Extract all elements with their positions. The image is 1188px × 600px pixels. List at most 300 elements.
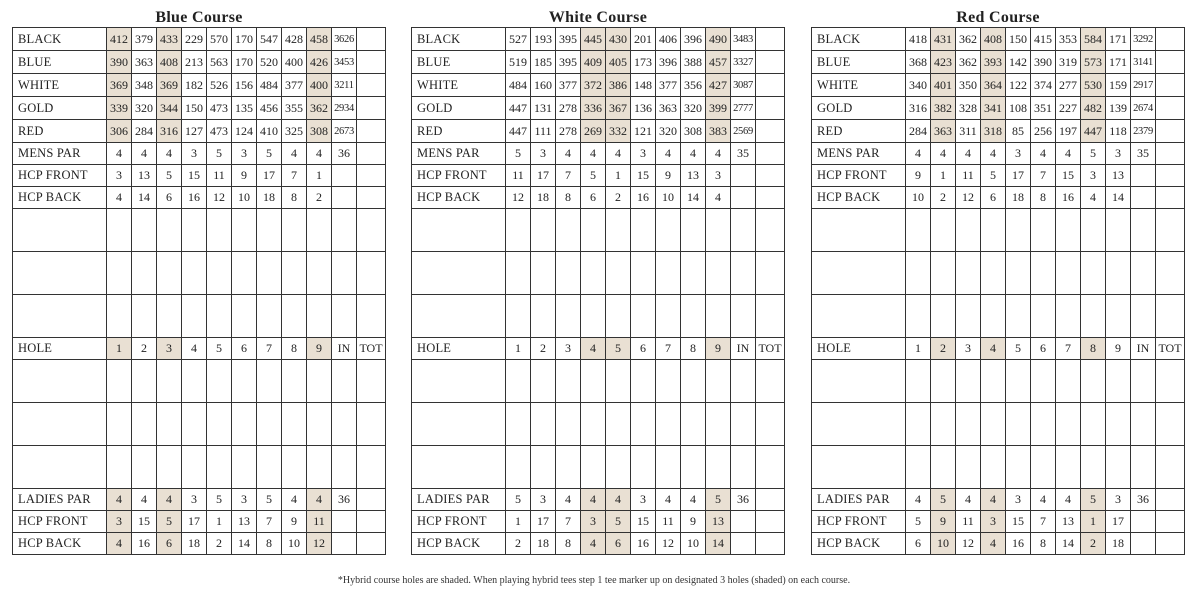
value-cell: 4	[107, 187, 132, 209]
score-entry-cell[interactable]	[731, 252, 756, 295]
score-entry-cell[interactable]	[681, 403, 706, 446]
score-entry-cell[interactable]	[1006, 446, 1031, 489]
value-cell: 122	[1006, 74, 1031, 97]
score-entry-cell[interactable]	[1006, 252, 1031, 295]
score-entry-cell[interactable]	[531, 360, 556, 403]
score-entry-cell[interactable]	[956, 360, 981, 403]
score-entry-cell[interactable]	[1006, 209, 1031, 252]
value-cell	[1131, 533, 1156, 555]
value-cell: 10	[232, 187, 257, 209]
value-cell: 6	[232, 338, 257, 360]
score-entry-cell[interactable]	[257, 446, 282, 489]
score-entry-cell[interactable]	[581, 403, 606, 446]
value-cell: 4	[981, 143, 1006, 165]
score-entry-cell[interactable]	[1106, 252, 1131, 295]
score-entry-cell[interactable]	[307, 252, 332, 295]
score-entry-cell[interactable]	[232, 446, 257, 489]
score-entry-cell[interactable]	[207, 403, 232, 446]
score-entry-cell[interactable]	[282, 403, 307, 446]
value-cell: 4	[981, 489, 1006, 511]
score-entry-cell[interactable]	[157, 446, 182, 489]
value-cell: 7	[257, 511, 282, 533]
value-cell: 390	[107, 51, 132, 74]
value-cell: 484	[257, 74, 282, 97]
score-entry-cell[interactable]	[1106, 446, 1131, 489]
value-cell: 18	[1006, 187, 1031, 209]
ladies-row	[812, 511, 1185, 533]
score-entry-cell[interactable]	[132, 209, 157, 252]
score-entry-cell[interactable]	[107, 360, 132, 403]
value-cell: 393	[981, 51, 1006, 74]
score-entry-cell[interactable]	[656, 360, 681, 403]
score-entry-cell[interactable]	[1081, 295, 1106, 338]
value-cell: 193	[531, 28, 556, 51]
value-cell: TOT	[357, 338, 386, 360]
score-entry-cell[interactable]	[232, 360, 257, 403]
score-entry-cell[interactable]	[157, 360, 182, 403]
score-entry-cell[interactable]	[556, 403, 581, 446]
value-cell: 369	[107, 74, 132, 97]
value-cell: 269	[581, 120, 606, 143]
value-cell: 256	[1031, 120, 1056, 143]
score-entry-cell[interactable]	[756, 403, 785, 446]
score-entry-cell[interactable]	[107, 252, 132, 295]
score-entry-cell[interactable]	[307, 295, 332, 338]
score-entry-cell[interactable]	[581, 446, 606, 489]
score-entry-cell[interactable]	[556, 209, 581, 252]
score-entry-cell[interactable]	[182, 446, 207, 489]
score-entry-cell[interactable]	[906, 295, 931, 338]
score-entry-cell[interactable]	[332, 252, 357, 295]
value-cell: 409	[581, 51, 606, 74]
score-entry-cell[interactable]	[981, 295, 1006, 338]
score-entry-cell[interactable]	[207, 360, 232, 403]
score-entry-cell[interactable]	[1031, 295, 1056, 338]
score-entry-cell[interactable]	[1031, 209, 1056, 252]
score-entry-cell[interactable]	[1081, 403, 1106, 446]
score-entry-cell[interactable]	[157, 403, 182, 446]
score-entry-cell[interactable]	[1056, 295, 1081, 338]
score-entry-cell[interactable]	[556, 252, 581, 295]
score-entry-cell[interactable]	[606, 295, 631, 338]
score-entry-cell[interactable]	[506, 360, 531, 403]
row-label: LADIES PAR	[812, 489, 906, 511]
score-entry-cell[interactable]	[681, 295, 706, 338]
score-entry-cell[interactable]	[182, 403, 207, 446]
score-entry-cell[interactable]	[606, 446, 631, 489]
score-entry-cell[interactable]	[731, 295, 756, 338]
value-cell: 2	[931, 187, 956, 209]
score-entry-cell[interactable]	[531, 403, 556, 446]
score-entry-cell[interactable]	[107, 209, 132, 252]
score-entry-cell[interactable]	[1056, 360, 1081, 403]
score-entry-cell[interactable]	[556, 360, 581, 403]
score-entry-cell[interactable]	[1056, 446, 1081, 489]
row-label: BLUE	[13, 51, 107, 74]
score-entry-cell[interactable]	[1006, 360, 1031, 403]
value-cell: 197	[1056, 120, 1081, 143]
value-cell	[756, 51, 785, 74]
value-cell: 369	[157, 74, 182, 97]
score-entry-cell[interactable]	[756, 209, 785, 252]
score-entry-cell[interactable]	[656, 446, 681, 489]
score-entry-cell[interactable]	[1131, 360, 1156, 403]
score-entry-cell[interactable]	[706, 252, 731, 295]
value-cell: 401	[931, 74, 956, 97]
value-cell: 16	[1006, 533, 1031, 555]
score-entry-cell[interactable]	[332, 446, 357, 489]
row-label: HOLE	[412, 338, 506, 360]
score-entry-cell[interactable]	[681, 209, 706, 252]
value-cell: 490	[706, 28, 731, 51]
score-entry-cell[interactable]	[357, 446, 386, 489]
score-entry-cell[interactable]	[232, 403, 257, 446]
score-entry-cell[interactable]	[332, 209, 357, 252]
score-entry-cell[interactable]	[107, 295, 132, 338]
player-score-row	[412, 360, 785, 403]
score-entry-cell[interactable]	[1081, 209, 1106, 252]
value-cell: 306	[107, 120, 132, 143]
score-entry-cell[interactable]	[506, 252, 531, 295]
score-entry-cell[interactable]	[656, 403, 681, 446]
score-entry-cell[interactable]	[931, 252, 956, 295]
score-entry-cell[interactable]	[956, 252, 981, 295]
value-cell: 2917	[1131, 74, 1156, 97]
score-entry-cell[interactable]	[656, 209, 681, 252]
score-entry-cell[interactable]	[207, 252, 232, 295]
score-entry-cell[interactable]	[1131, 252, 1156, 295]
value-cell: 4	[1056, 143, 1081, 165]
score-entry-cell[interactable]	[1031, 252, 1056, 295]
score-entry-cell[interactable]	[307, 446, 332, 489]
score-entry-cell[interactable]	[257, 403, 282, 446]
score-entry-cell[interactable]	[531, 209, 556, 252]
score-entry-cell[interactable]	[531, 252, 556, 295]
score-entry-cell[interactable]	[157, 295, 182, 338]
value-cell: 7	[1031, 511, 1056, 533]
row-label	[13, 360, 107, 403]
value-cell: 1	[931, 165, 956, 187]
value-cell: 8	[1081, 338, 1106, 360]
score-entry-cell[interactable]	[931, 403, 956, 446]
score-entry-cell[interactable]	[706, 446, 731, 489]
value-cell: 400	[282, 51, 307, 74]
score-entry-cell[interactable]	[357, 295, 386, 338]
score-entry-cell[interactable]	[157, 209, 182, 252]
score-entry-cell[interactable]	[606, 209, 631, 252]
value-cell: 1	[207, 511, 232, 533]
score-entry-cell[interactable]	[1081, 446, 1106, 489]
value-cell: 348	[132, 74, 157, 97]
score-entry-cell[interactable]	[981, 446, 1006, 489]
score-entry-cell[interactable]	[107, 446, 132, 489]
score-entry-cell[interactable]	[182, 209, 207, 252]
score-entry-cell[interactable]	[332, 403, 357, 446]
score-entry-cell[interactable]	[232, 295, 257, 338]
score-entry-cell[interactable]	[581, 252, 606, 295]
score-entry-cell[interactable]	[606, 360, 631, 403]
tee-row	[13, 28, 386, 51]
score-entry-cell[interactable]	[207, 209, 232, 252]
score-entry-cell[interactable]	[706, 360, 731, 403]
value-cell	[1156, 143, 1185, 165]
score-entry-cell[interactable]	[931, 209, 956, 252]
value-cell: 6	[906, 533, 931, 555]
value-cell: 4	[931, 143, 956, 165]
value-cell: 156	[232, 74, 257, 97]
value-cell: 473	[207, 97, 232, 120]
row-label	[13, 403, 107, 446]
score-entry-cell[interactable]	[931, 446, 956, 489]
value-cell: 2	[1081, 533, 1106, 555]
score-entry-cell[interactable]	[357, 209, 386, 252]
score-entry-cell[interactable]	[282, 252, 307, 295]
score-entry-cell[interactable]	[956, 446, 981, 489]
score-entry-cell[interactable]	[207, 295, 232, 338]
ladies-row	[13, 489, 386, 511]
value-cell: 445	[581, 28, 606, 51]
score-entry-cell[interactable]	[581, 360, 606, 403]
score-entry-cell[interactable]	[556, 295, 581, 338]
score-entry-cell[interactable]	[631, 295, 656, 338]
score-entry-cell[interactable]	[307, 403, 332, 446]
value-cell: 7	[656, 338, 681, 360]
value-cell: 396	[681, 28, 706, 51]
score-entry-cell[interactable]	[631, 209, 656, 252]
score-entry-cell[interactable]	[1156, 403, 1185, 446]
score-entry-cell[interactable]	[1131, 446, 1156, 489]
score-entry-cell[interactable]	[1056, 252, 1081, 295]
value-cell	[1156, 533, 1185, 555]
score-entry-cell[interactable]	[756, 360, 785, 403]
score-entry-cell[interactable]	[1006, 403, 1031, 446]
score-entry-cell[interactable]	[906, 446, 931, 489]
row-label: HCP FRONT	[412, 165, 506, 187]
score-entry-cell[interactable]	[332, 295, 357, 338]
value-cell: 4	[307, 143, 332, 165]
score-entry-cell[interactable]	[1081, 252, 1106, 295]
row-label	[412, 295, 506, 338]
score-entry-cell[interactable]	[581, 295, 606, 338]
value-cell: 18	[257, 187, 282, 209]
value-cell: 284	[132, 120, 157, 143]
score-entry-cell[interactable]	[981, 403, 1006, 446]
score-entry-cell[interactable]	[282, 209, 307, 252]
score-entry-cell[interactable]	[731, 446, 756, 489]
score-entry-cell[interactable]	[307, 360, 332, 403]
score-entry-cell[interactable]	[506, 209, 531, 252]
score-entry-cell[interactable]	[1106, 360, 1131, 403]
score-entry-cell[interactable]	[631, 403, 656, 446]
score-entry-cell[interactable]	[257, 252, 282, 295]
score-entry-cell[interactable]	[232, 252, 257, 295]
value-cell: 16	[631, 533, 656, 555]
value-cell: 4	[107, 533, 132, 555]
value-cell: 5	[1081, 489, 1106, 511]
score-entry-cell[interactable]	[132, 295, 157, 338]
player-score-row	[812, 209, 1185, 252]
value-cell: 16	[631, 187, 656, 209]
score-entry-cell[interactable]	[506, 446, 531, 489]
score-entry-cell[interactable]	[706, 403, 731, 446]
value-cell: 319	[1056, 51, 1081, 74]
score-entry-cell[interactable]	[531, 295, 556, 338]
score-entry-cell[interactable]	[132, 446, 157, 489]
value-cell: 111	[531, 120, 556, 143]
score-entry-cell[interactable]	[132, 403, 157, 446]
score-entry-cell[interactable]	[1031, 446, 1056, 489]
hole-number-row	[13, 338, 386, 360]
score-entry-cell[interactable]	[631, 360, 656, 403]
score-entry-cell[interactable]	[656, 252, 681, 295]
score-entry-cell[interactable]	[1031, 360, 1056, 403]
score-entry-cell[interactable]	[681, 360, 706, 403]
score-entry-cell[interactable]	[956, 295, 981, 338]
value-cell	[756, 74, 785, 97]
score-entry-cell[interactable]	[1156, 446, 1185, 489]
score-entry-cell[interactable]	[531, 446, 556, 489]
value-cell	[1131, 187, 1156, 209]
value-cell: 355	[282, 97, 307, 120]
score-entry-cell[interactable]	[157, 252, 182, 295]
score-entry-cell[interactable]	[731, 360, 756, 403]
score-entry-cell[interactable]	[1106, 295, 1131, 338]
score-entry-cell[interactable]	[282, 360, 307, 403]
score-entry-cell[interactable]	[906, 209, 931, 252]
row-label: HCP FRONT	[812, 165, 906, 187]
value-cell: 5	[207, 143, 232, 165]
row-label: HCP BACK	[812, 187, 906, 209]
row-label: BLACK	[412, 28, 506, 51]
score-entry-cell[interactable]	[257, 209, 282, 252]
score-entry-cell[interactable]	[307, 209, 332, 252]
row-label: WHITE	[412, 74, 506, 97]
value-cell: 171	[1106, 28, 1131, 51]
score-entry-cell[interactable]	[906, 403, 931, 446]
score-entry-cell[interactable]	[556, 446, 581, 489]
score-entry-cell[interactable]	[1056, 209, 1081, 252]
score-entry-cell[interactable]	[182, 252, 207, 295]
score-entry-cell[interactable]	[956, 209, 981, 252]
value-cell: 379	[132, 28, 157, 51]
score-entry-cell[interactable]	[906, 252, 931, 295]
score-entry-cell[interactable]	[931, 360, 956, 403]
score-entry-cell[interactable]	[182, 295, 207, 338]
value-cell: 527	[506, 28, 531, 51]
value-cell: 4	[706, 187, 731, 209]
ladies-row	[13, 533, 386, 555]
value-cell: 2	[506, 533, 531, 555]
value-cell: 5	[157, 165, 182, 187]
score-entry-cell[interactable]	[681, 252, 706, 295]
score-entry-cell[interactable]	[332, 360, 357, 403]
score-entry-cell[interactable]	[1056, 403, 1081, 446]
score-entry-cell[interactable]	[1156, 209, 1185, 252]
score-entry-cell[interactable]	[506, 403, 531, 446]
score-entry-cell[interactable]	[1106, 403, 1131, 446]
value-cell: IN	[731, 338, 756, 360]
score-entry-cell[interactable]	[1156, 295, 1185, 338]
score-entry-cell[interactable]	[257, 295, 282, 338]
value-cell: 328	[956, 97, 981, 120]
score-entry-cell[interactable]	[981, 360, 1006, 403]
score-entry-cell[interactable]	[357, 252, 386, 295]
score-entry-cell[interactable]	[581, 209, 606, 252]
value-cell: 3141	[1131, 51, 1156, 74]
score-entry-cell[interactable]	[606, 252, 631, 295]
score-entry-cell[interactable]	[282, 295, 307, 338]
value-cell: 362	[956, 28, 981, 51]
score-entry-cell[interactable]	[1081, 360, 1106, 403]
score-entry-cell[interactable]	[606, 403, 631, 446]
score-entry-cell[interactable]	[706, 295, 731, 338]
row-label: HCP BACK	[412, 187, 506, 209]
ladies-row	[412, 533, 785, 555]
score-entry-cell[interactable]	[756, 295, 785, 338]
value-cell: 14	[1106, 187, 1131, 209]
tee-row	[812, 120, 1185, 143]
score-entry-cell[interactable]	[1131, 295, 1156, 338]
score-entry-cell[interactable]	[756, 252, 785, 295]
score-entry-cell[interactable]	[232, 209, 257, 252]
player-score-row	[812, 403, 1185, 446]
score-entry-cell[interactable]	[656, 295, 681, 338]
row-label: HOLE	[812, 338, 906, 360]
score-entry-cell[interactable]	[282, 446, 307, 489]
score-entry-cell[interactable]	[906, 360, 931, 403]
score-entry-cell[interactable]	[1131, 209, 1156, 252]
score-entry-cell[interactable]	[706, 209, 731, 252]
score-entry-cell[interactable]	[1031, 403, 1056, 446]
score-entry-cell[interactable]	[257, 360, 282, 403]
score-entry-cell[interactable]	[132, 252, 157, 295]
score-entry-cell[interactable]	[107, 403, 132, 446]
value-cell: 3	[1006, 143, 1031, 165]
value-cell: 570	[207, 28, 232, 51]
score-entry-cell[interactable]	[981, 209, 1006, 252]
value-cell: 4	[132, 489, 157, 511]
score-entry-cell[interactable]	[731, 209, 756, 252]
score-entry-cell[interactable]	[207, 446, 232, 489]
score-entry-cell[interactable]	[631, 252, 656, 295]
value-cell: 3	[232, 143, 257, 165]
score-entry-cell[interactable]	[1156, 360, 1185, 403]
score-entry-cell[interactable]	[756, 446, 785, 489]
score-entry-cell[interactable]	[1131, 403, 1156, 446]
score-entry-cell[interactable]	[956, 403, 981, 446]
score-entry-cell[interactable]	[631, 446, 656, 489]
score-entry-cell[interactable]	[357, 403, 386, 446]
score-entry-cell[interactable]	[1106, 209, 1131, 252]
score-entry-cell[interactable]	[506, 295, 531, 338]
score-entry-cell[interactable]	[357, 360, 386, 403]
score-entry-cell[interactable]	[981, 252, 1006, 295]
player-score-row	[412, 446, 785, 489]
value-cell: 377	[556, 74, 581, 97]
value-cell: 4	[906, 489, 931, 511]
value-cell: 201	[631, 28, 656, 51]
score-entry-cell[interactable]	[182, 360, 207, 403]
score-entry-cell[interactable]	[132, 360, 157, 403]
score-entry-cell[interactable]	[731, 403, 756, 446]
score-entry-cell[interactable]	[1006, 295, 1031, 338]
score-entry-cell[interactable]	[1156, 252, 1185, 295]
score-entry-cell[interactable]	[681, 446, 706, 489]
value-cell: 4	[981, 533, 1006, 555]
value-cell: 386	[606, 74, 631, 97]
row-label	[13, 446, 107, 489]
score-entry-cell[interactable]	[931, 295, 956, 338]
